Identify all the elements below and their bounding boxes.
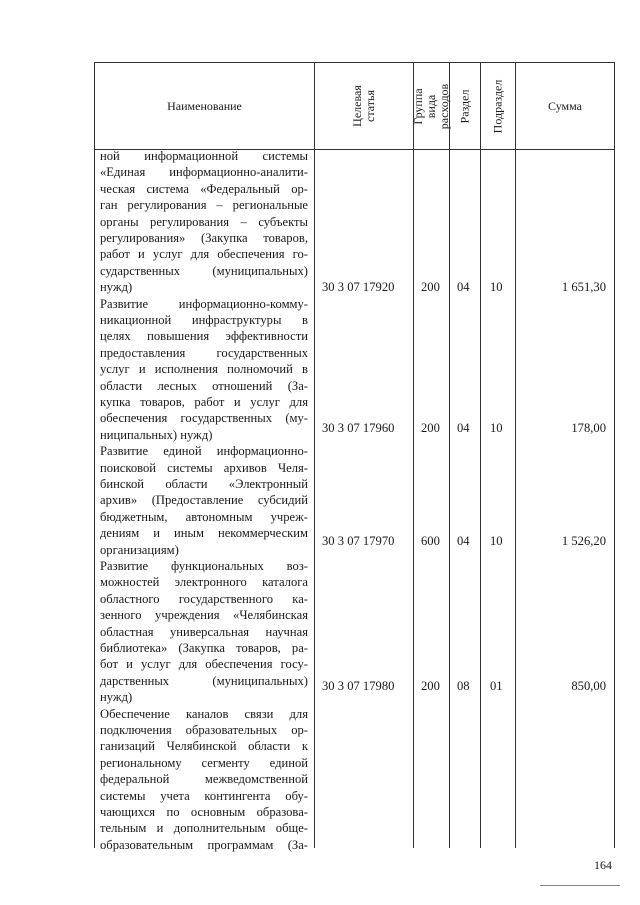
row-name-line: зенного учреждения «Челябинская	[100, 608, 308, 623]
row-expense-group: 200	[421, 280, 440, 294]
row-subsection: 01	[490, 679, 503, 693]
row-section: 04	[457, 280, 470, 294]
row-name-line: предоставления государственных	[100, 345, 308, 360]
header-name: Наименование	[167, 98, 242, 113]
row-name-line: дарственных (муниципальных)	[100, 673, 308, 688]
column-border	[94, 62, 95, 848]
row-section: 04	[457, 421, 470, 435]
row-subsection: 10	[490, 280, 503, 294]
row-name-line: Развитие информационно-комму-	[100, 296, 308, 311]
row-name-line: бинской области «Электронный	[100, 477, 308, 491]
row-name-line: областного государственного ка-	[100, 591, 308, 606]
header-sum: Сумма	[548, 98, 582, 113]
row-section: 04	[457, 534, 470, 548]
footer-rule	[540, 885, 620, 886]
column-border	[314, 62, 315, 848]
row-name-line: организациям)	[100, 542, 179, 557]
header-expense-group: Группа вида расходов	[411, 83, 451, 129]
row-name-line: ганизаций Челябинской области к	[100, 739, 308, 754]
row-name-line: Развитие единой информационно-	[100, 444, 308, 459]
column-border	[413, 62, 414, 848]
row-sum: 1 526,20	[561, 534, 606, 548]
header-subsection: Подраздел	[490, 79, 505, 133]
row-target-article: 30 3 07 17980	[322, 679, 395, 693]
row-sum: 1 651,30	[561, 280, 606, 294]
row-name-line: поисковой системы архивов Челя-	[100, 460, 308, 475]
page-number: 164	[594, 858, 612, 872]
row-name-line: нужд)	[100, 690, 133, 705]
row-name-line: чающихся по основным образова-	[100, 805, 308, 819]
row-name-line: обеспечения государственных (му-	[100, 411, 308, 426]
row-name-line: Обеспечение каналов связи для	[100, 706, 308, 721]
row-name-line: купка товаров, работ и услуг для	[100, 395, 308, 409]
row-name-line: регулирования» (Закупка товаров,	[100, 231, 308, 245]
row-expense-group: 200	[421, 421, 440, 435]
row-name-line: дениям и иным некоммерческим	[100, 526, 308, 541]
row-name-line: ной информационной системы	[100, 149, 308, 163]
row-name-line: подключения образовательных ор-	[100, 723, 308, 737]
row-sum: 850,00	[571, 679, 606, 693]
column-border	[449, 62, 450, 848]
row-target-article: 30 3 07 17920	[322, 280, 395, 294]
header-section: Раздел	[457, 89, 472, 123]
row-name-line: ган регулирования – региональные	[100, 198, 308, 213]
header-target-article: Целевая статья	[349, 85, 377, 127]
row-section: 08	[457, 679, 470, 693]
column-border	[480, 62, 481, 848]
row-name-line: федеральной межведомственной	[100, 772, 308, 787]
row-name-line: органы регулирования – субъекты	[100, 214, 308, 229]
row-name-line: ниципальных) нужд)	[100, 427, 213, 442]
row-name-line: системы учета контингента обу-	[100, 788, 308, 803]
row-subsection: 10	[490, 534, 503, 548]
row-target-article: 30 3 07 17960	[322, 421, 395, 435]
row-name-line: бюджетным, автономным учреж-	[100, 509, 308, 524]
row-name-line: архив» (Предоставление субсидий	[100, 493, 308, 508]
row-name-line: библиотека» (Закупка товаров, ра-	[100, 641, 308, 655]
row-name-line: работ и услуг для обеспечения го-	[100, 247, 308, 262]
row-expense-group: 200	[421, 679, 440, 693]
row-name-line: ческая система «Федеральный ор-	[100, 181, 308, 196]
row-name-line: «Единая информационно-аналити-	[100, 165, 308, 180]
row-name-line: никационной инфраструктуры в	[100, 313, 308, 327]
row-name-line: Развитие функциональных воз-	[100, 559, 308, 573]
row-name-line: тельным и дополнительным обще-	[100, 821, 308, 836]
row-expense-group: 600	[421, 534, 440, 548]
row-name-line: региональному сегменту единой	[100, 755, 308, 770]
row-name-line: услуг и исполнения полномочий в	[100, 362, 308, 377]
row-name-line: можностей электронного каталога	[100, 575, 308, 590]
column-border	[515, 62, 516, 848]
row-name-line: бот и услуг для обеспечения госу-	[100, 657, 308, 672]
row-name-line: сударственных (муниципальных)	[100, 263, 308, 278]
row-sum: 178,00	[571, 421, 606, 435]
row-name-line: области лесных отношений (За-	[100, 378, 308, 393]
row-name-line: нужд)	[100, 280, 133, 295]
row-name-line: целях повышения эффективности	[100, 329, 308, 344]
row-name-line: образовательным программам (За-	[100, 837, 308, 852]
row-name-line: областная универсальная научная	[100, 624, 308, 639]
row-subsection: 10	[490, 421, 503, 435]
column-border	[614, 62, 615, 848]
row-target-article: 30 3 07 17970	[322, 534, 395, 548]
